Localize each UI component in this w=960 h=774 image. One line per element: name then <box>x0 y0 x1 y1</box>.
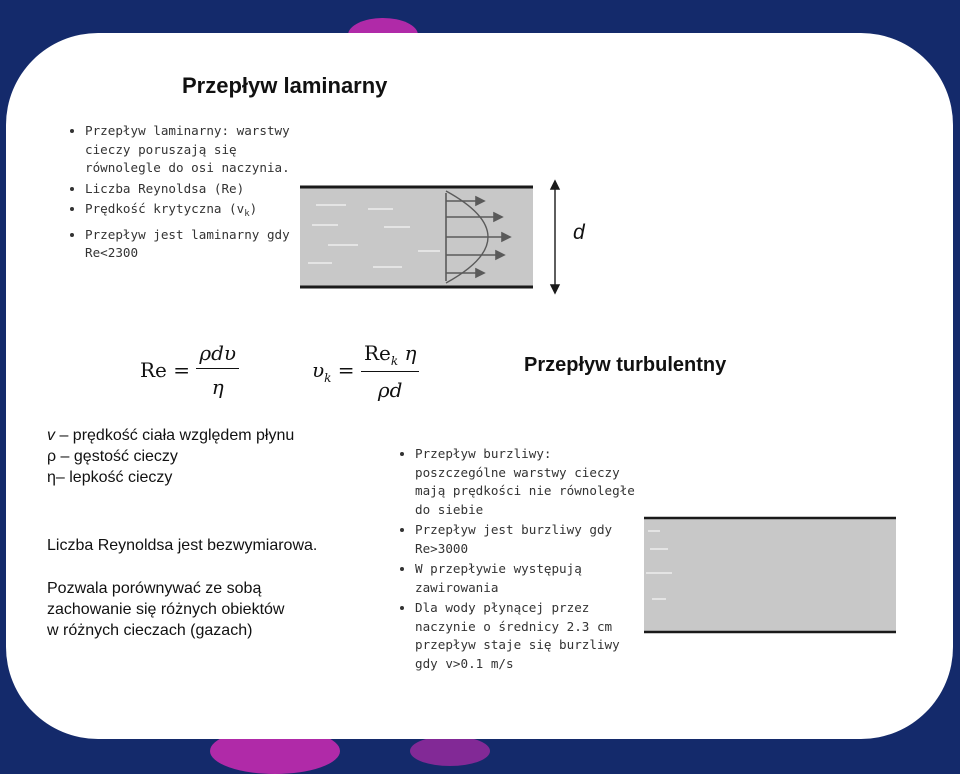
laminar-bullet: • Przepływ laminarny: warstwy cieczy poruszają się równolegle do osi naczynia. <box>85 122 300 178</box>
diameter-label: d <box>573 221 585 244</box>
turbulent-bullet: • W przepływie występują zawirowania <box>415 560 640 597</box>
laminar-title: Przepływ laminarny <box>182 73 388 98</box>
symbol-legend <box>47 425 294 488</box>
critical-velocity-formula: $\upsilon_k$ = $\frac{Re_k \eta}{\rho d}$ <box>312 341 419 402</box>
turbulent-bullet: • Przepływ jest burzliwy gdy Re>3000 <box>415 521 640 558</box>
turbulent-bullet: • Dla wody płynącej przez naczynie o średnicy 2.3 cm przepływ staje się burzliwy gdy v>0.1 m/s <box>415 599 640 673</box>
turbulent-title: Przepływ turbulentny <box>524 354 727 376</box>
turbulent-pipe-diagram <box>642 513 898 637</box>
legend-velocity: v – prędkość ciała względem płynu <box>47 427 295 444</box>
turbulent-bullet: • Przepływ burzliwy: poszczególne warstwy cieczy mają prędkości nie równoległe do siebie <box>415 445 640 519</box>
laminar-pipe-diagram <box>298 179 598 299</box>
legend-viscosity: η– lepkość cieczy <box>47 469 173 486</box>
pipe-fill <box>644 518 896 632</box>
laminar-bullet: • Przepływ jest laminarny gdy Re<2300 <box>85 226 300 263</box>
diameter-arrow <box>551 181 559 293</box>
legend-density: ρ – gęstość cieczy <box>47 448 178 465</box>
reynolds-formula: Re = $\frac{\text{ρdυ}}{\eta}$ <box>140 341 239 399</box>
laminar-bullet: • Prędkość krytyczna $(v_k)$ <box>85 200 300 224</box>
laminar-bullet-list <box>63 122 300 265</box>
laminar-bullet: • Liczba Reynoldsa (Re) <box>85 180 300 199</box>
slide-card <box>6 33 953 739</box>
dimensionless-note: Liczba Reynoldsa jest bezwymiarowa. <box>47 537 318 554</box>
decor-blob-bottom-right <box>410 736 490 766</box>
comparison-note: Pozwala porównywać ze sobą zachowanie się różnych obiektów w różnych cieczach (gazach) <box>47 580 285 639</box>
turbulent-bullet-list <box>393 445 640 675</box>
